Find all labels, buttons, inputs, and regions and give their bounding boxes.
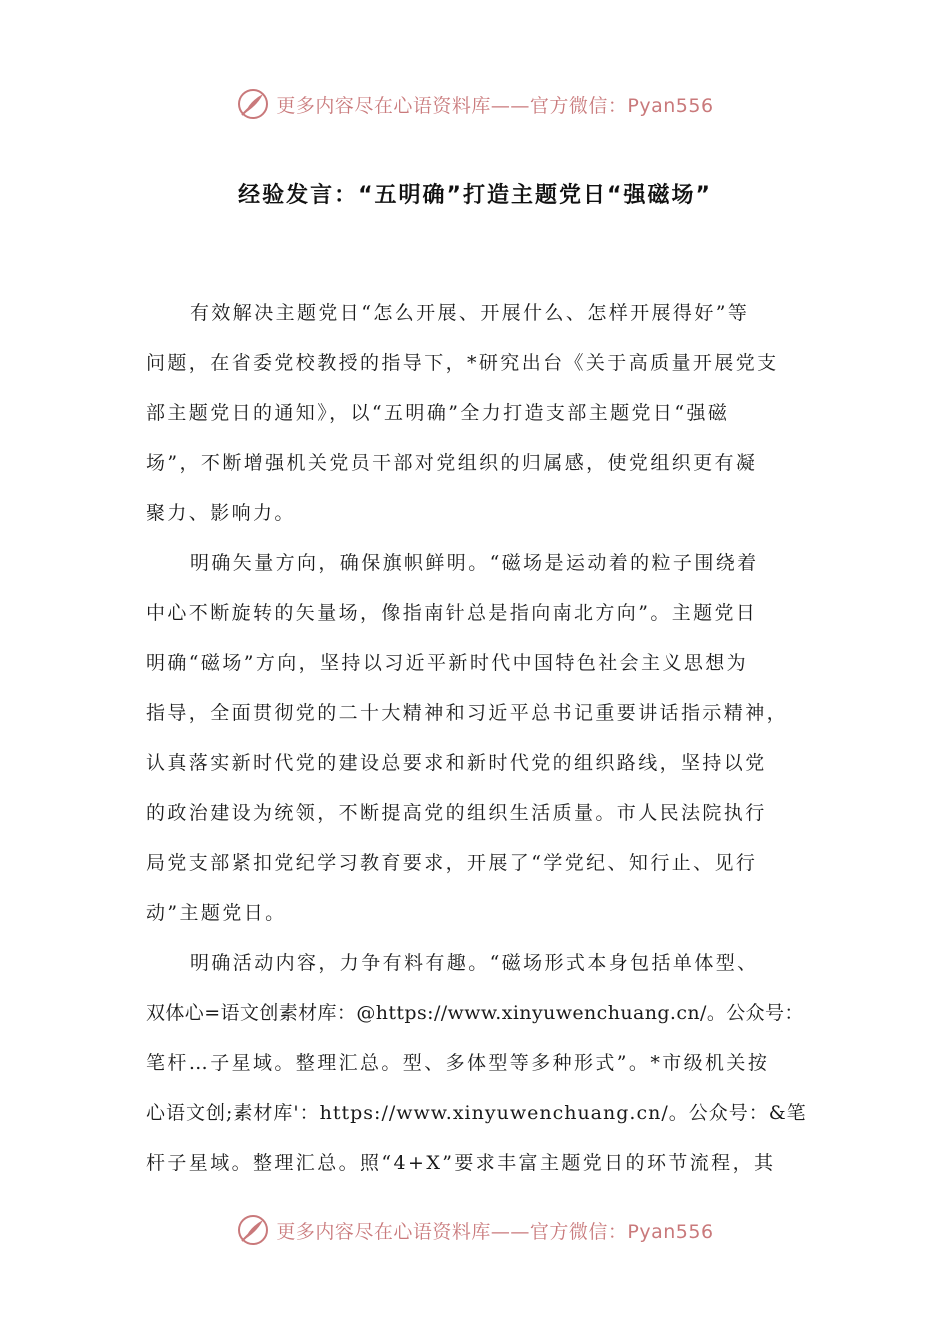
text-line: 心语文创;素材库'：https://www.xinyuwenchuang.cn/。公众号：&笔	[146, 1102, 807, 1124]
text-line: 指导，全面贯彻党的二十大精神和习近平总书记重要讲话指示精神，	[146, 702, 789, 724]
watermark-label: 更多内容尽在心语资料库——官方微信：	[276, 1220, 628, 1243]
quill-pen-logo-icon	[236, 87, 270, 121]
watermark-wechat-id: Pyan556	[627, 1220, 714, 1243]
quill-pen-logo-icon	[236, 1213, 270, 1247]
text-line: 杆子星域。整理汇总。照“4+X”要求丰富主题党日的环节流程，其	[146, 1152, 776, 1174]
text-line: 部主题党日的通知》，以“五明确”全力打造支部主题党日“强磁	[146, 402, 730, 424]
text-line: 问题，在省委党校教授的指导下，*研究出台《关于高质量开展党支	[146, 352, 779, 374]
text-line: 认真落实新时代党的建设总要求和新时代党的组织路线，坚持以党	[146, 752, 767, 774]
document-body	[146, 292, 806, 1192]
text-line: 的政治建设为统领，不断提高党的组织生活质量。市人民法院执行	[146, 802, 767, 824]
text-line: 中心不断旋转的矢量场，像指南针总是指向南北方向”。主题党日	[146, 602, 758, 624]
text-line: 动”主题党日。	[146, 902, 287, 924]
text-line: 有效解决主题党日“怎么开展、开展什么、怎样开展得好”等	[190, 302, 750, 324]
text-line: 聚力、影响力。	[146, 502, 296, 524]
text-line: 明确“磁场”方向，坚持以习近平新时代中国特色社会主义思想为	[146, 652, 749, 674]
watermark-text	[276, 1217, 713, 1244]
document-title: 经验发言：“五明确”打造主题党日“强磁场”	[238, 183, 712, 208]
text-line: 双体心=语文创素材库：@https://www.xinyuwenchuang.cn/。公众号：	[146, 1002, 804, 1024]
text-line: 笔杆…子星域。整理汇总。型、多体型等多种形式”。*市级机关按	[146, 1052, 770, 1074]
watermark-footer	[0, 1210, 950, 1250]
watermark-header	[0, 84, 950, 124]
text-line: 明确矢量方向，确保旗帜鲜明。“磁场是运动着的粒子围绕着	[190, 552, 759, 574]
watermark-wechat-id: Pyan556	[627, 94, 714, 117]
watermark-text	[276, 91, 713, 118]
text-line: 局党支部紧扣党纪学习教育要求，开展了“学党纪、知行止、见行	[146, 852, 758, 874]
text-line: 明确活动内容，力争有料有趣。“磁场形式本身包括单体型、	[190, 952, 759, 974]
watermark-label: 更多内容尽在心语资料库——官方微信：	[276, 94, 628, 117]
text-line: 场”，不断增强机关党员干部对党组织的归属感，使党组织更有凝	[146, 452, 758, 474]
